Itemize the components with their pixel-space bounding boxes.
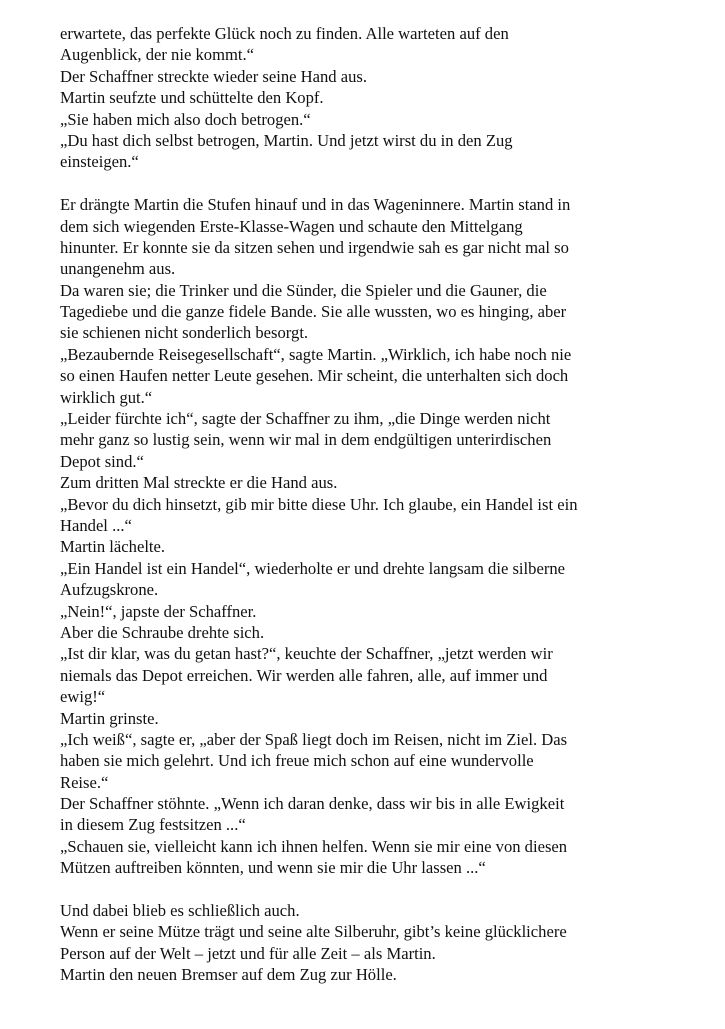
text-line: hinunter. Er konnte sie da sitzen sehen und irgendwie sah es gar nicht mal so bbox=[60, 237, 569, 257]
text-line: haben sie mich gelehrt. Und ich freue mich schon auf eine wundervolle bbox=[60, 751, 534, 771]
text-line: Mützen auftreiben könnten, und wenn sie mir die Uhr lassen ...“ bbox=[60, 858, 486, 878]
text-line: Handel ...“ bbox=[60, 515, 132, 535]
text-line: Martin grinste. bbox=[60, 708, 159, 728]
text-line: Martin lächelte. bbox=[60, 537, 166, 557]
text-line: Martin seufzte und schüttelte den Kopf. bbox=[60, 88, 324, 108]
text-line: Person auf der Welt – jetzt und für alle Zeit – als Martin. bbox=[60, 943, 436, 963]
text-block bbox=[60, 194, 700, 879]
text-line: Depot sind.“ bbox=[60, 451, 144, 471]
paragraph-gap bbox=[60, 879, 700, 900]
text-line: „Sie haben mich also doch betrogen.“ bbox=[60, 109, 311, 129]
text-line: ewig!“ bbox=[60, 687, 106, 707]
text-line: Reise.“ bbox=[60, 772, 109, 792]
text-line: sie schienen nicht sonderlich besorgt. bbox=[60, 323, 309, 343]
text-line: Zum dritten Mal streckte er die Hand aus. bbox=[60, 473, 338, 493]
text-line: „Ein Handel ist ein Handel“, wiederholte er und drehte langsam die silberne bbox=[60, 558, 566, 578]
text-line: einsteigen.“ bbox=[60, 152, 139, 172]
text-line: wirklich gut.“ bbox=[60, 387, 153, 407]
text-line: „Leider fürchte ich“, sagte der Schaffner zu ihm, „die Dinge werden nicht bbox=[60, 409, 551, 429]
text-line: Aber die Schraube drehte sich. bbox=[60, 622, 265, 642]
text-line: unangenehm aus. bbox=[60, 259, 176, 279]
text-line: Der Schaffner streckte wieder seine Hand aus. bbox=[60, 66, 368, 86]
text-block bbox=[60, 900, 700, 986]
text-line: Tagediebe und die ganze fidele Bande. Sie alle wussten, wo es hinging, aber bbox=[60, 302, 567, 322]
text-line: so einen Haufen netter Leute gesehen. Mir scheint, die unterhalten sich doch bbox=[60, 366, 569, 386]
text-line: „Schauen sie, vielleicht kann ich ihnen helfen. Wenn sie mir eine von diesen bbox=[60, 836, 568, 856]
text-line: „Ich weiß“, sagte er, „aber der Spaß liegt doch im Reisen, nicht im Ziel. Das bbox=[60, 729, 568, 749]
text-line: in diesem Zug festsitzen ...“ bbox=[60, 815, 246, 835]
paragraph-gap bbox=[60, 173, 700, 194]
text-line: „Ist dir klar, was du getan hast?“, keuchte der Schaffner, „jetzt werden wir bbox=[60, 644, 553, 664]
text-line: Aufzugskrone. bbox=[60, 580, 159, 600]
text-line: Martin den neuen Bremser auf dem Zug zur Hölle. bbox=[60, 965, 397, 985]
text-block bbox=[60, 23, 700, 173]
text-line: Und dabei blieb es schließlich auch. bbox=[60, 901, 300, 921]
document-page bbox=[60, 23, 700, 986]
text-line: Er drängte Martin die Stufen hinauf und in das Wageninnere. Martin stand in bbox=[60, 195, 571, 215]
text-line: „Bezaubernde Reisegesellschaft“, sagte Martin. „Wirklich, ich habe noch nie bbox=[60, 344, 572, 364]
text-line: mehr ganz so lustig sein, wenn wir mal in dem endgültigen unterirdischen bbox=[60, 430, 552, 450]
text-line: niemals das Depot erreichen. Wir werden alle fahren, alle, auf immer und bbox=[60, 665, 548, 685]
text-line: erwartete, das perfekte Glück noch zu finden. Alle warteten auf den bbox=[60, 24, 509, 43]
text-line: Der Schaffner stöhnte. „Wenn ich daran denke, dass wir bis in alle Ewigkeit bbox=[60, 794, 565, 814]
text-line: „Du hast dich selbst betrogen, Martin. Und jetzt wirst du in den Zug bbox=[60, 130, 513, 150]
text-line: „Bevor du dich hinsetzt, gib mir bitte diese Uhr. Ich glaube, ein Handel ist ein bbox=[60, 494, 578, 514]
text-line: Da waren sie; die Trinker und die Sünder, die Spieler und die Gauner, die bbox=[60, 280, 547, 300]
text-line: „Nein!“, japste der Schaffner. bbox=[60, 601, 257, 621]
text-line: Wenn er seine Mütze trägt und seine alte Silberuhr, gibt’s keine glücklichere bbox=[60, 922, 567, 942]
text-line: dem sich wiegenden Erste-Klasse-Wagen und schaute den Mittelgang bbox=[60, 216, 523, 236]
text-line: Augenblick, der nie kommt.“ bbox=[60, 45, 255, 65]
